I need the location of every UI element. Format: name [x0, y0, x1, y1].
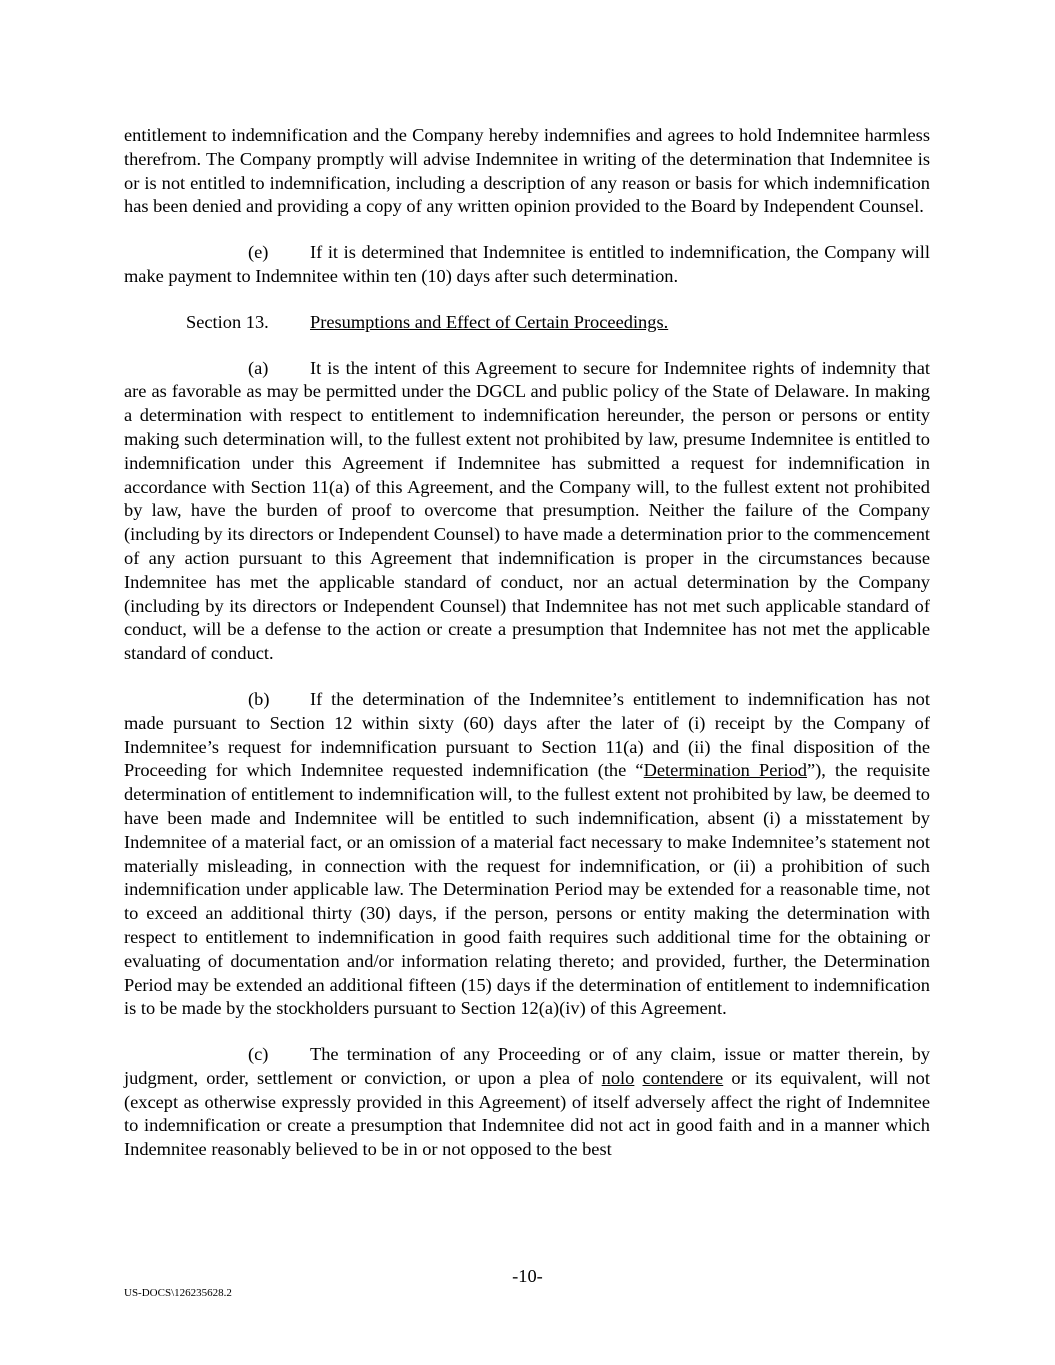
section-title: Presumptions and Effect of Certain Proceedings. — [310, 311, 669, 332]
term-nolo: nolo — [601, 1067, 635, 1088]
paragraph-e-label: (e) — [248, 242, 269, 263]
paragraph-b-text-1: If the determination of the Indemnitee’s entitlement to indemnification has not made pursuant to Section 12 within sixty (60) days after the later of (i) receipt by the Company of Indemnitee’s request for indemnification pursuant to Section 11(a) and (ii) the final disposition of the Proceeding for which Indemnitee requested indemnification (the “ — [124, 688, 930, 781]
paragraph-c-text-2: or its equivalent, will not (except as otherwise expressly provided in this Agreement) of itself adversely affect the right of Indemnitee to indemnification or create a presumption that Indemnitee did not act in good faith and in a manner which Indemnitee reasonably believed to be in or not opposed to the best — [124, 1067, 930, 1160]
continued-paragraph: entitlement to indemnification and the Company hereby indemnifies and agrees to hold Indemnitee harmless therefrom. The Company promptly will advise Indemnitee in writing of the determination that Indemnitee is or is not entitled to indemnification, including a description of any reason or basis for which indemnification has been denied and providing a copy of any written opinion provided to the Board by Independent Counsel. — [124, 125, 930, 217]
page-number: -10- — [512, 1266, 543, 1286]
paragraph-e — [124, 241, 930, 289]
paragraph-b-text-2: ”), the requisite determination of entitlement to indemnification will, to the fullest extent not prohibited by law, be deemed to have been made and Indemnitee will be entitled to such indemnification, absent (i) a misstatement by Indemnitee of a material fact, or an omission of a material fact necessary to make Indemnitee’s statement not materially misleading, in connection with the request for indemnification, or (ii) a prohibition of such indemnification under applicable law. The Determination Period may be extended for a reasonable time, not to exceed an additional thirty (30) days, if the person, persons or entity making the determination with respect to entitlement to indemnification in good faith requires such additional time for the obtaining or evaluating of documentation and/or information relating thereto; and provided, further, the Determination Period may be extended an additional fifteen (15) days if the determination of entitlement to indemnification is to be made by the stockholders pursuant to Section 12(a)(iv) of this Agreement. — [124, 760, 931, 1019]
paragraph-b — [124, 688, 930, 1021]
paragraph-e-text: If it is determined that Indemnitee is entitled to indemnification, the Company will make payment to Indemnitee within ten (10) days after such determination. — [124, 242, 930, 286]
term-contendere: contendere — [642, 1067, 724, 1088]
document-id: US-DOCS\126235628.2 — [124, 1287, 232, 1299]
paragraph-a-label: (a) — [248, 357, 269, 378]
defined-term-determination-period: Determination Period — [643, 760, 808, 781]
document-page — [124, 124, 930, 1184]
paragraph-a-text: It is the intent of this Agreement to secure for Indemnitee rights of indemnity that are as favorable as may be permitted under the DGCL and public policy of the State of Delaware. In making a determination with respect to entitlement to indemnification hereunder, the person or persons or entity making such determination will, to the fullest extent not prohibited by law, presume Indemnitee is entitled to indemnification under this Agreement if Indemnitee has submitted a request for indemnification in accordance with Section 11(a) of this Agreement, and the Company will, to the fullest extent not prohibited by law, have the burden of proof to overcome that presumption. Neither the failure of the Company (including by its directors or Independent Counsel) to have made a determination prior to the commencement of any action pursuant to this Agreement that indemnification is proper in the circumstances because Indemnitee has met the applicable standard of conduct, nor an actual determination by the Company (including by its directors or Independent Counsel) that Indemnitee has not met such applicable standard of conduct, will be a defense to the action or create a presumption that Indemnitee has not met the applicable standard of conduct. — [124, 357, 930, 664]
paragraph-c-text-1: The termination of any Proceeding or of any claim, issue or matter therein, by judgment, order, settlement or conviction, or upon a plea of — [124, 1044, 930, 1088]
paragraph-a — [124, 357, 930, 666]
section-heading — [186, 311, 930, 335]
paragraph-b-label: (b) — [248, 688, 270, 709]
section-number: Section 13. — [186, 311, 269, 332]
paragraph-c-label: (c) — [248, 1044, 269, 1065]
paragraph-c — [124, 1043, 930, 1162]
